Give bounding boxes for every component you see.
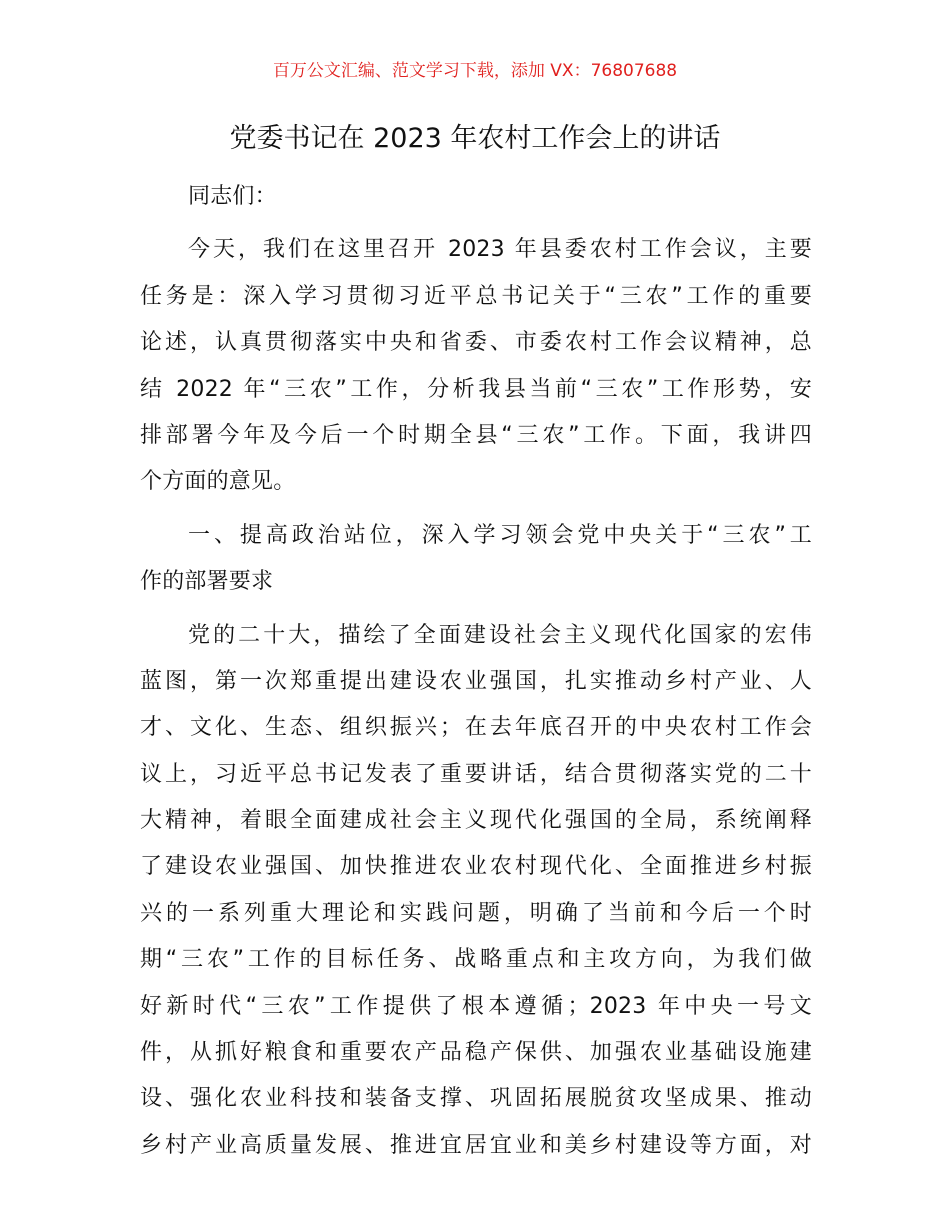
text-line: 乡村产业高质量发展、推进宜居宜业和美乡村建设等方面，对 bbox=[140, 1132, 812, 1158]
text-line: 今天，我们在这里召开 2023 年县委农村工作会议，主要 bbox=[188, 237, 812, 263]
text-line: 兴的一系列重大理论和实践问题，明确了当前和今后一个时 bbox=[140, 900, 812, 926]
text-line: 了建设农业强国、加快推进农业农村现代化、全面推进乡村振 bbox=[140, 854, 812, 880]
text-line: 件，从抓好粮食和重要农产品稳产保供、加强农业基础设施建 bbox=[140, 1040, 812, 1066]
text-line: 才、文化、生态、组织振兴；在去年底召开的中央农村工作会 bbox=[140, 715, 812, 741]
paragraph-body bbox=[140, 613, 812, 1170]
heading-line: 一、提高政治站位，深入学习领会党中央关于“三农”工 bbox=[188, 522, 812, 548]
text-line: 排部署今年及今后一个时期全县“三农”工作。下面，我讲四 bbox=[140, 422, 812, 448]
watermark-banner: 百万公文汇编、范文学习下载，添加 VX：76807688 bbox=[272, 61, 678, 81]
text-line: 党的二十大，描绘了全面建设社会主义现代化国家的宏伟 bbox=[188, 622, 812, 648]
document-body bbox=[140, 174, 812, 1169]
text-line: 结 2022 年“三农”工作，分析我县当前“三农”工作形势，安 bbox=[140, 376, 812, 402]
section-heading-1 bbox=[140, 513, 812, 606]
text-line: 个方面的意见。 bbox=[140, 469, 296, 495]
paragraph-intro bbox=[140, 227, 812, 505]
text-line: 好新时代“三农”工作提供了根本遵循；2023 年中央一号文 bbox=[140, 993, 812, 1019]
text-line: 设、强化农业科技和装备支撑、巩固拓展脱贫攻坚成果、推动 bbox=[140, 1086, 812, 1112]
document-title: 党委书记在 2023 年农村工作会上的讲话 bbox=[229, 123, 721, 154]
heading-line: 作的部署要求 bbox=[140, 569, 274, 595]
text-line: 议上，习近平总书记发表了重要讲话，结合贯彻落实党的二十 bbox=[140, 761, 812, 787]
text-line: 大精神，着眼全面建成社会主义现代化强国的全局，系统阐释 bbox=[140, 808, 812, 834]
text-line: 蓝图，第一次郑重提出建设农业强国，扎实推动乡村产业、人 bbox=[140, 668, 812, 694]
text-line: 期“三农”工作的目标任务、战略重点和主攻方向，为我们做 bbox=[140, 947, 812, 973]
salutation: 同志们： bbox=[188, 184, 277, 209]
text-line: 任务是：深入学习贯彻习近平总书记关于“三农”工作的重要 bbox=[140, 283, 812, 309]
text-line: 论述，认真贯彻落实中央和省委、市委农村工作会议精神，总 bbox=[140, 330, 812, 356]
